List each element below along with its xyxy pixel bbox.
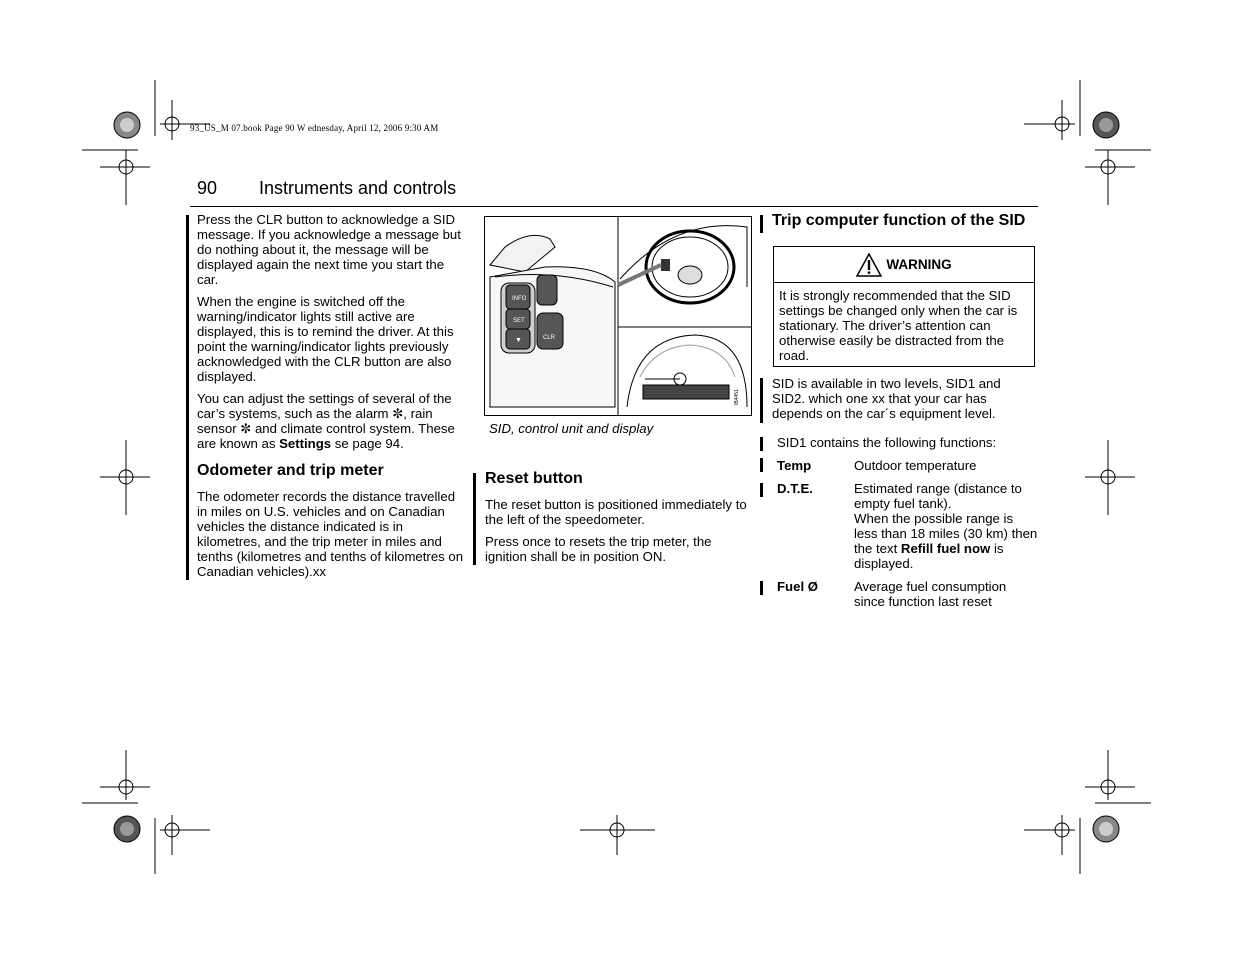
section-title-trip-computer: Trip computer function of the SID <box>772 212 1026 229</box>
clr-button-label: CLR <box>543 335 556 341</box>
def-desc-dte: Estimated range (distance to empty fuel tank). When the possible range is less than 18 miles (30 km) then the text Refill fuel now is displayed. <box>854 481 1038 571</box>
def-term-fuel: Fuel Ø <box>777 579 819 594</box>
def-term-temp: Temp <box>777 458 812 473</box>
paragraph: Press the CLR button to acknowledge a SID message. If you acknowledge a message but do nothing about it, the message will be displayed again the next time you start the car. <box>197 212 461 287</box>
page-number: 90 <box>197 178 218 198</box>
paragraph: The reset button is positioned immediately to the left of the speedometer. <box>485 497 747 527</box>
page-title: Instruments and controls <box>259 178 457 198</box>
set-button-label: SET <box>513 318 525 324</box>
svg-text:▼: ▼ <box>515 337 522 344</box>
registration-target <box>100 100 1135 855</box>
warning-text: It is strongly recommended that the SID settings be changed only when the car is stationary. The driver’s attention can otherwise easily be distracted from the road. <box>779 288 1018 363</box>
registration-wheel <box>114 112 1119 842</box>
paragraph-sid-levels: SID is available in two levels, SID1 and SID2. which one xx that your car has depends on the car´s equipment level. <box>772 376 1001 421</box>
def-desc-fuel: Average fuel consumption since function last reset <box>854 579 1007 609</box>
paragraph: Press once to resets the trip meter, the ignition shall be in position ON. <box>485 534 712 564</box>
paragraph: The odometer records the distance travelled in miles on U.S. vehicles and on Canadian vehicles the distance indicated is in kilometres, and the trip meter in miles and tenths (kilometres and tenths of kilometres on Canadian vehicles).xx <box>197 489 464 579</box>
def-term-dte: D.T.E. <box>777 481 813 496</box>
paragraph: You can adjust the settings of several of the car’s systems, such as the alarm ✼, rain sensor ✼ and climate control system. These are known as Settings se page 94. <box>197 391 455 451</box>
rain-sensor-icon: ✼ <box>240 421 252 436</box>
print-header: 93_US_M 07.book Page 90 W ednesday, April 12, 2006 9:30 AM <box>190 123 439 133</box>
figure-code: IB4451 <box>734 389 740 405</box>
heading-reset-button: Reset button <box>485 470 583 487</box>
paragraph: When the engine is switched off the warning/indicator lights still active are displayed, this is to remind the driver. At this point the warning/indicator lights previously acknowledged with the CLR button are also displayed. <box>197 294 454 384</box>
warning-label: WARNING <box>886 257 952 272</box>
info-button-label: INFO <box>512 296 527 302</box>
heading-odometer: Odometer and trip meter <box>197 462 384 479</box>
figure-caption: SID, control unit and display <box>489 421 654 436</box>
alarm-icon: ✼ <box>392 406 404 421</box>
paragraph-sid1-functions: SID1 contains the following functions: <box>777 435 997 450</box>
def-desc-temp: Outdoor temperature <box>854 458 977 473</box>
